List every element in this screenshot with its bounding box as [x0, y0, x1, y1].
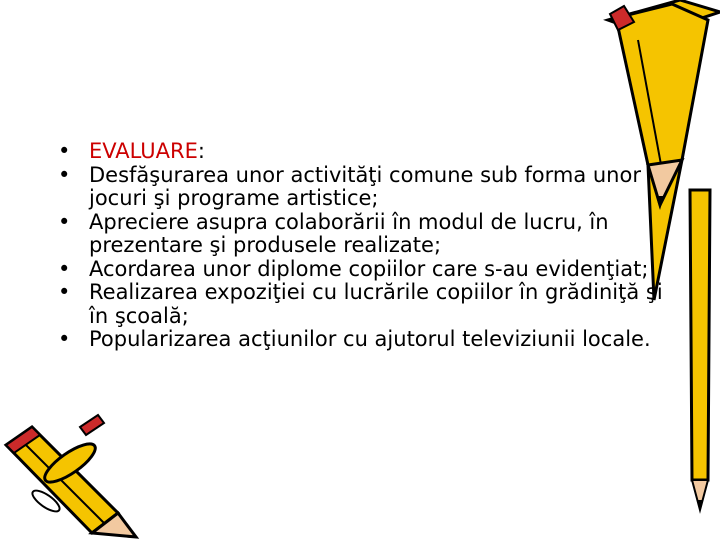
bullet-lead: EVALUARE — [89, 139, 198, 163]
bullet-item — [56, 281, 666, 328]
bullet-item — [56, 164, 666, 211]
bullet-text: Desfăşurarea unor activităţi comune sub forma unor jocuri şi programe artistice; — [89, 162, 641, 210]
bullet-text: Popularizarea acţiunilor cu ajutorul televiziunii locale. — [89, 327, 651, 351]
bullet-item — [56, 211, 666, 258]
bullet-item — [56, 328, 666, 352]
bullet-text: Realizarea expoziţiei cu lucrările copiilor în grădiniţă şi în şcoală; — [89, 280, 663, 328]
bullet-list — [56, 140, 666, 352]
bullet-text: Apreciere asupra colaborării în modul de lucru, în prezentare şi produsele realizate; — [89, 209, 609, 257]
bullet-text: Acordarea unor diplome copiilor care s-au evidenţiat; — [89, 256, 649, 281]
bullet-item — [56, 258, 666, 282]
bullet-item — [56, 140, 666, 164]
pencil-icon — [0, 405, 140, 540]
bullet-text: : — [197, 139, 205, 163]
